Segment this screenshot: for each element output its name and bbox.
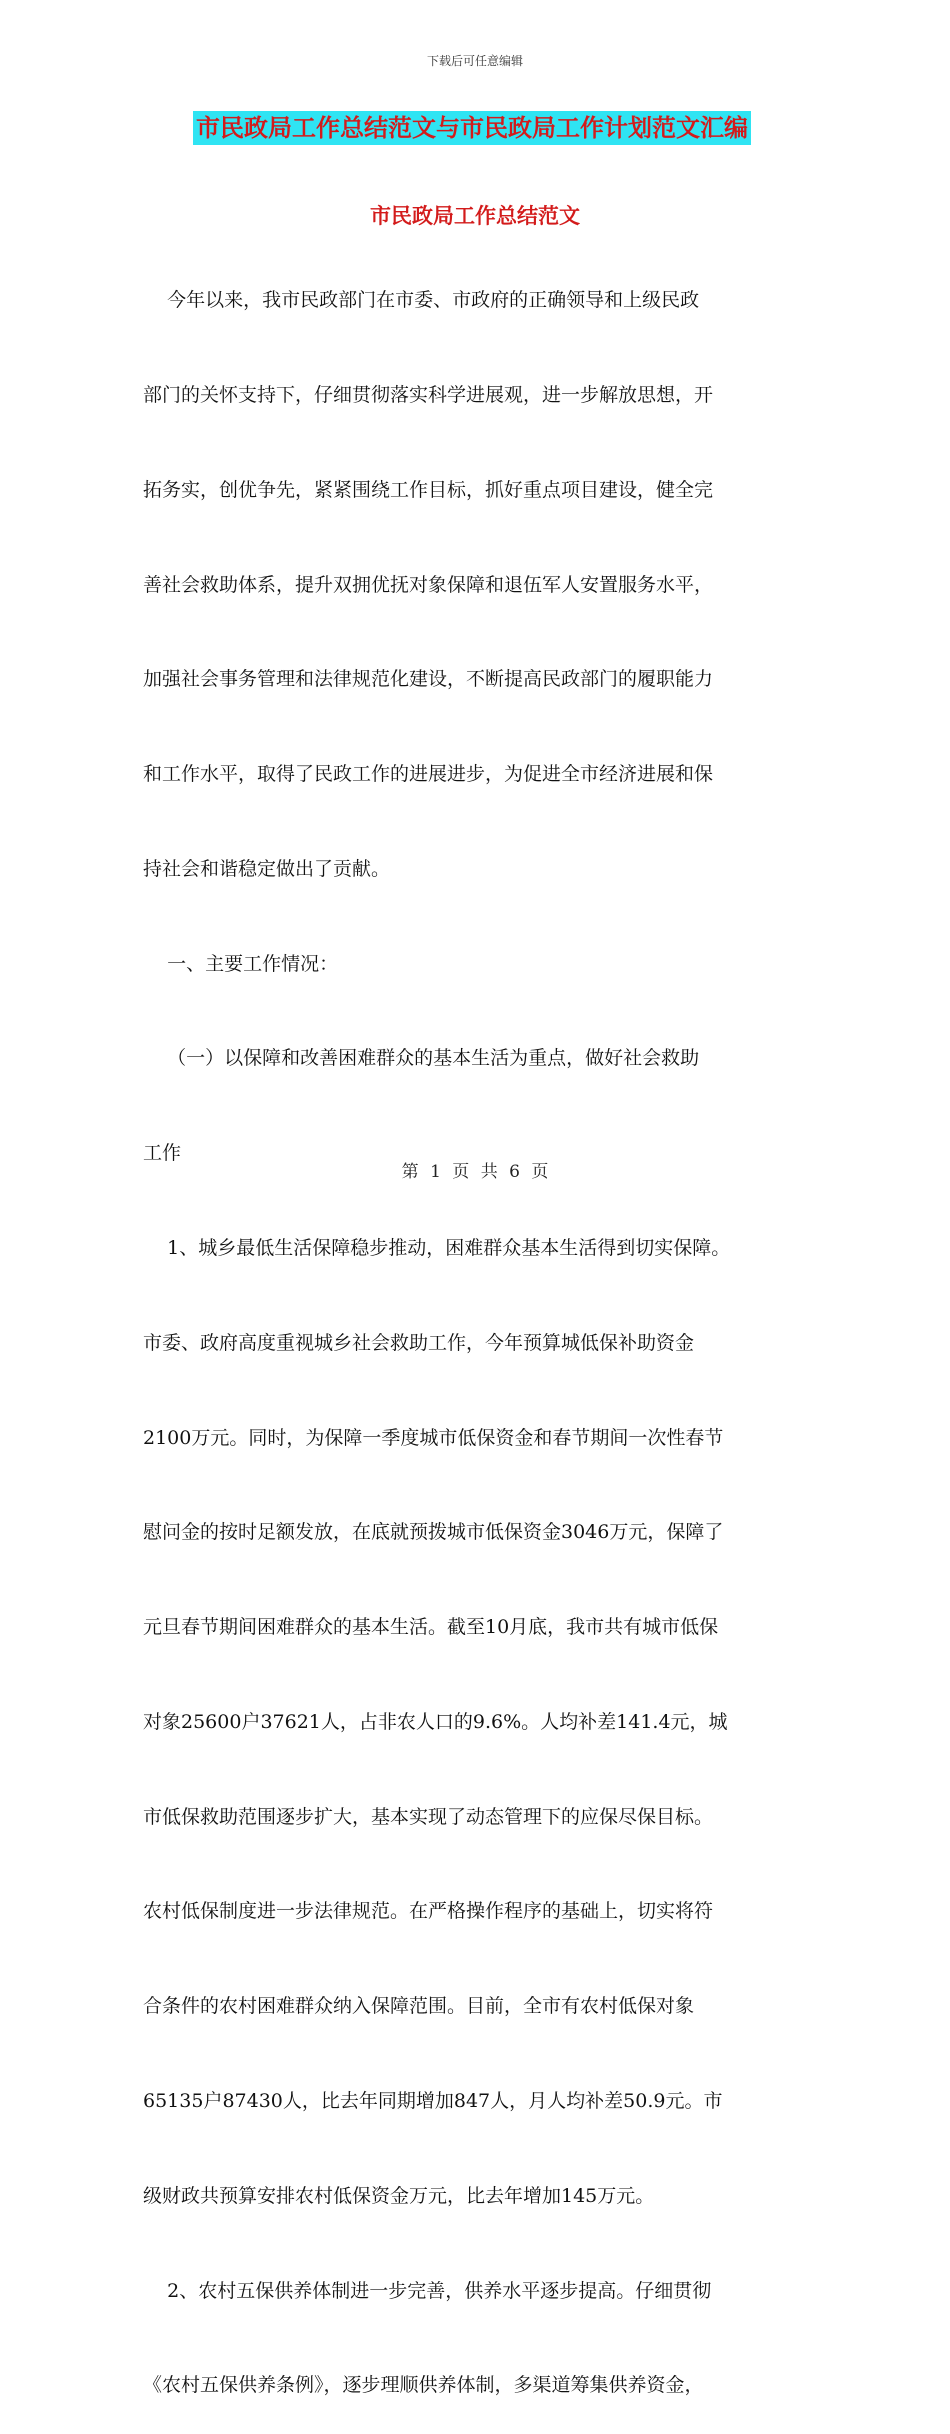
body-line: 工作 [143, 1142, 182, 1165]
body-text [143, 222, 813, 2434]
body-line: 和工作水平，取得了民政工作的进展进步，为促进全市经济进展和保 [143, 763, 714, 786]
body-line: 市低保救助范围逐步扩大，基本实现了动态管理下的应保尽保目标。 [143, 1805, 714, 1828]
body-line: 市委、政府高度重视城乡社会救助工作，今年预算城低保补助资金 [143, 1331, 695, 1354]
page-footer: 第 1 页 共 6 页 [401, 1162, 549, 1182]
body-line: 2、农村五保供养体制进一步完善，供养水平逐步提高。仔细贯彻 [143, 2279, 712, 2302]
body-line: 合条件的农村困难群众纳入保障范围。目前，全市有农村低保对象 [143, 1995, 695, 2018]
body-line: 慰问金的按时足额发放，在底就预拨城市低保资金3046万元，保障了 [143, 1521, 724, 1544]
body-line: 1、城乡最低生活保障稳步推动，困难群众基本生活得到切实保障。 [143, 1237, 731, 1259]
page-header-note: 下载后可任意编辑 [426, 54, 523, 68]
body-line: 2100万元。同时，为保障一季度城市低保资金和春节期间一次性春节 [143, 1426, 724, 1449]
body-line: 拓务实，创优争先，紧紧围绕工作目标，抓好重点项目建设，健全完 [143, 478, 714, 501]
body-line: 农村低保制度进一步法律规范。在严格操作程序的基础上，切实将符 [143, 1900, 714, 1923]
body-line: 一、主要工作情况： [143, 952, 339, 975]
body-line: 《农村五保供养条例》，逐步理顺供养体制，多渠道筹集供养资金， [143, 2374, 704, 2397]
body-line: 65135户87430人，比去年同期增加847人，月人均补差50.9元。市 [143, 2090, 723, 2113]
body-line: 对象25600户37621人，占非农人口的9.6%。人均补差141.4元，城 [143, 1710, 728, 1733]
body-line: （一）以保障和改善困难群众的基本生活为重点，做好社会救助 [143, 1047, 700, 1070]
body-line: 部门的关怀支持下，仔细贯彻落实科学进展观，进一步解放思想，开 [143, 383, 714, 406]
body-line: 善社会救助体系，提升双拥优抚对象保障和退伍军人安置服务水平， [143, 573, 714, 596]
body-line: 持社会和谐稳定做出了贡献。 [143, 857, 391, 880]
document-title: 市民政局工作总结范文与市民政局工作计划范文汇编 [193, 111, 751, 145]
body-line: 级财政共预算安排农村低保资金万元，比去年增加145万元。 [143, 2184, 655, 2207]
section-title: 市民政局工作总结范文 [370, 203, 580, 228]
body-line: 今年以来，我市民政部门在市委、市政府的正确领导和上级民政 [143, 289, 700, 312]
body-line: 元旦春节期间困难群众的基本生活。截至10月底，我市共有城市低保 [143, 1616, 719, 1639]
body-line: 加强社会事务管理和法律规范化建设，不断提高民政部门的履职能力 [143, 668, 714, 691]
